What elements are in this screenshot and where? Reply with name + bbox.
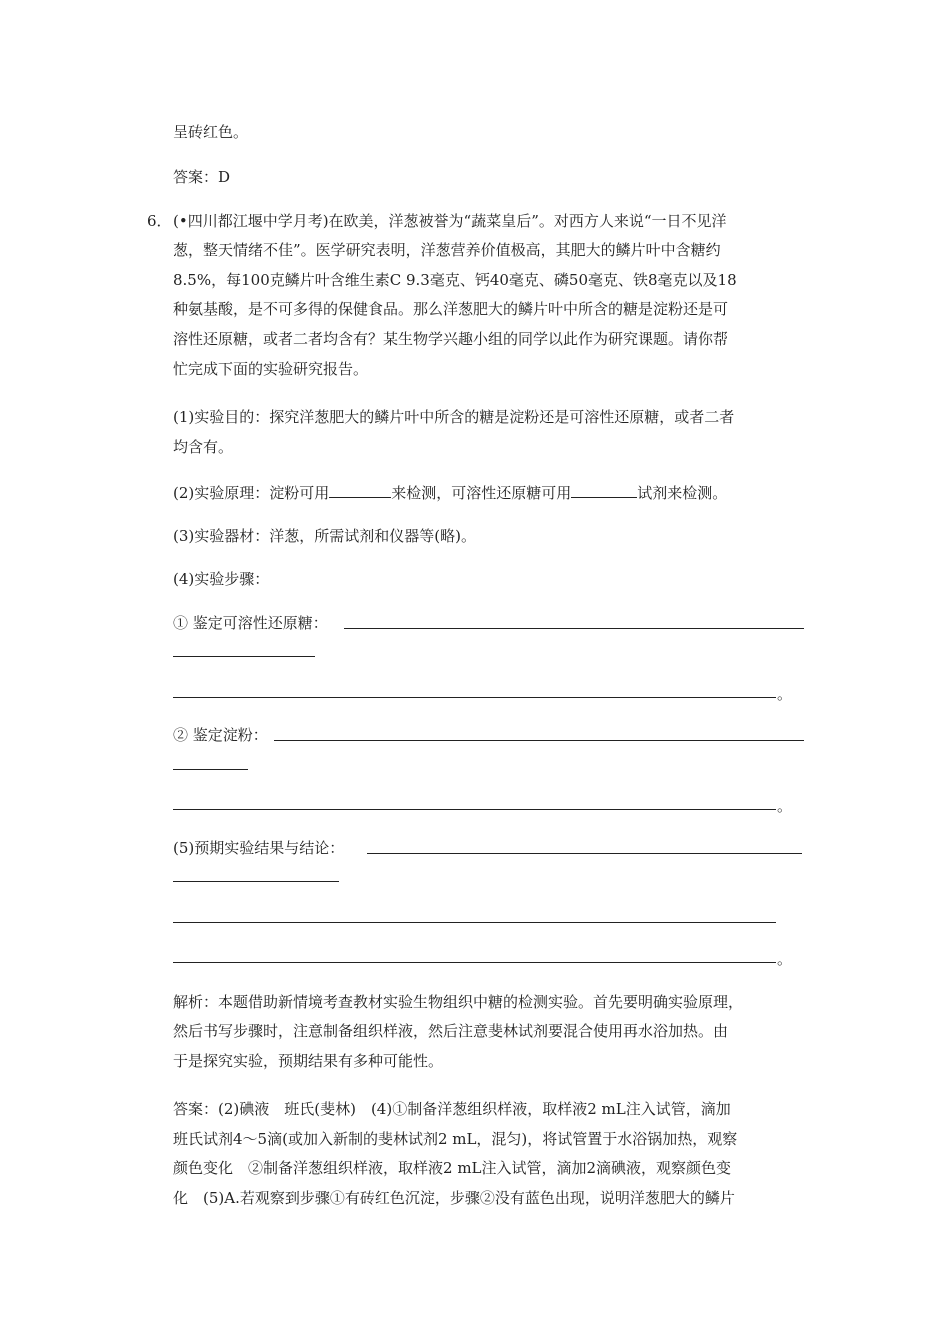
answer-line[interactable] [274,740,804,741]
answer-line-text: 化 (5)A.若观察到步骤①有砖红色沉淀，步骤②没有蓝色出现，说明洋葱肥大的鳞片 [173,1189,735,1207]
answer-line[interactable] [173,809,776,810]
part2-text-b: 来检测，可溶性还原糖可用 [391,484,572,502]
end-mark: 。 [777,685,793,703]
answer-line[interactable] [173,656,315,657]
prev-answer-continuation: 呈砖红色。 [173,123,249,141]
part1-line: (1)实验目的：探究洋葱肥大的鳞片叶中所含的糖是淀粉还是可溶性还原糖，或者二者 [173,408,735,426]
answer-line-text: 答案：(2)碘液 班氏(斐林) (4)①制备洋葱组织样液，取样液2 mL注入试管，滴加 [173,1100,731,1118]
answer-line[interactable] [173,697,776,698]
part2-line [173,482,727,503]
answer-line-text: 班氏试剂4～5滴(或加入新制的斐林试剂2 mL，混匀)，将试管置于水浴锅加热，观察 [173,1130,738,1148]
part4-line: (4)实验步骤： [173,570,270,588]
part2-text-a: (2)实验原理：淀粉可用 [173,484,330,502]
part2-text-c: 试剂来检测。 [637,484,728,502]
question-stem-line: 8.5%，每100克鳞片叶含维生素C 9.3毫克、钙40毫克、磷50毫克、铁8毫克以及18 [173,271,737,289]
analysis-line: 然后书写步骤时，注意制备组织样液，然后注意斐林试剂要混合使用再水浴加热。由 [173,1022,729,1040]
answer-blank-2[interactable] [571,482,637,498]
question-stem-line: 葱，整天情绪不佳”。医学研究表明，洋葱营养价值极高，其肥大的鳞片叶中含糖约 [173,241,721,259]
prev-answer: 答案：D [173,168,231,186]
answer-line[interactable] [367,853,802,854]
question-stem-line: (•四川都江堰中学月考)在欧美，洋葱被誉为“蔬菜皇后”。对西方人来说“一日不见洋 [173,212,727,230]
answer-line[interactable] [344,628,804,629]
analysis-line: 于是探究实验，预期结果有多种可能性。 [173,1052,444,1070]
part5-label: (5)预期实验结果与结论： [173,839,345,857]
question-number: 6． [147,212,172,230]
question-stem-line: 忙完成下面的实验研究报告。 [173,360,369,378]
end-mark: 。 [777,950,793,968]
analysis-line: 解析：本题借助新情境考查教材实验生物组织中糖的检测实验。首先要明确实验原理， [173,993,744,1011]
answer-line-text: 颜色变化 ②制备洋葱组织样液，取样液2 mL注入试管，滴加2滴碘液，观察颜色变 [173,1159,732,1177]
question-stem-line: 种氨基酸，是不可多得的保健食品。那么洋葱肥大的鳞片叶中所含的糖是淀粉还是可 [173,300,729,318]
step2-label: ② 鉴定淀粉： [173,726,268,744]
step1-label: ① 鉴定可溶性还原糖： [173,614,328,632]
answer-blank-1[interactable] [329,482,391,498]
answer-line[interactable] [173,881,339,882]
end-mark: 。 [777,797,793,815]
answer-line[interactable] [173,962,776,963]
answer-line[interactable] [173,922,776,923]
part3-line: (3)实验器材：洋葱，所需试剂和仪器等(略)。 [173,527,476,545]
part1-line: 均含有。 [173,438,234,456]
question-stem-line: 溶性还原糖，或者二者均含有？某生物学兴趣小组的同学以此作为研究课题。请你帮 [173,330,729,348]
answer-line[interactable] [173,769,248,770]
